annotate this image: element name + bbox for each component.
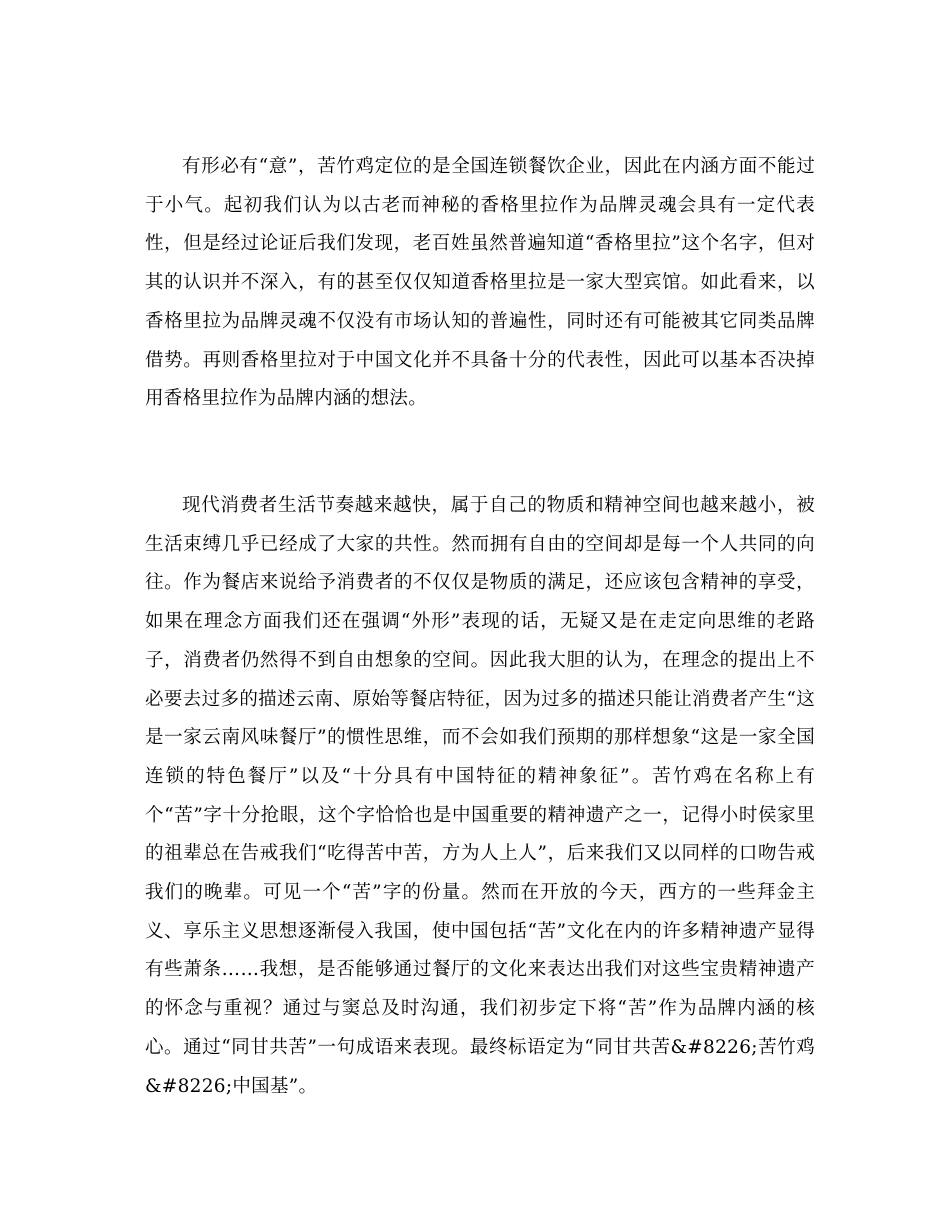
paragraph-brand-core: 现代消费者生活节奏越来越快，属于自己的物质和精神空间也越来越小，被生活束缚几乎已经成了大家的共性。然而拥有自由的空间却是每一个人共同的向往。作为餐店来说给予消费者的不仅仅是物质的满足，还应该包含精神的享受，如果在理念方面我们还在强调“外形”表现的话，无疑又是在走定向思维的老路子，消费者仍然得不到自由想象的空间。因此我大胆的认为，在理念的提出上不必要去过多的描述云南、原始等餐店特征，因为过多的描述只能让消费者产生“这是一家云南风味餐厅”的惯性思维，而不会如我们预期的那样想象“这是一家全国连锁的特色餐厅”以及“十分具有中国特征的精神象征”。苦竹鸡在名称上有个“苦”字十分抢眼，这个字恰恰也是中国重要的精神遗产之一，记得小时侯家里的祖辈总在告戒我们“吃得苦中苦，方为人上人”，后来我们又以同样的口吻告戒我们的晚辈。可见一个“苦”字的份量。然而在开放的今天，西方的一些拜金主义、享乐主义思想逐渐侵入我国，使中国包括“苦”文化在内的许多精神遗产显得有些萧条……我想，是否能够通过餐厅的文化来表达出我们对这些宝贵精神遗产的怀念与重视？通过与窦总及时沟通，我们初步定下将“苦”作为品牌内涵的核心。通过“同甘共苦”一句成语来表现。最终标语定为“同甘共苦&#8226;苦竹鸡&#8226;中国基”。 xyxy=(145,495,815,1097)
paragraph-shangri-la: 有形必有“意”，苦竹鸡定位的是全国连锁餐饮企业，因此在内涵方面不能过于小气。起初我们认为以古老而神秘的香格里拉作为品牌灵魂会具有一定代表性，但是经过论证后我们发现，老百姓虽然普遍知道“香格里拉”这个名字，但对其的认识并不深入，有的甚至仅仅知道香格里拉是一家大型宾馆。如此看来，以香格里拉为品牌灵魂不仅没有市场认知的普遍性，同时还有可能被其它同类品牌借势。再则香格里拉对于中国文化并不具备十分的代表性，因此可以基本否决掉用香格里拉作为品牌内涵的想法。 xyxy=(145,156,815,410)
